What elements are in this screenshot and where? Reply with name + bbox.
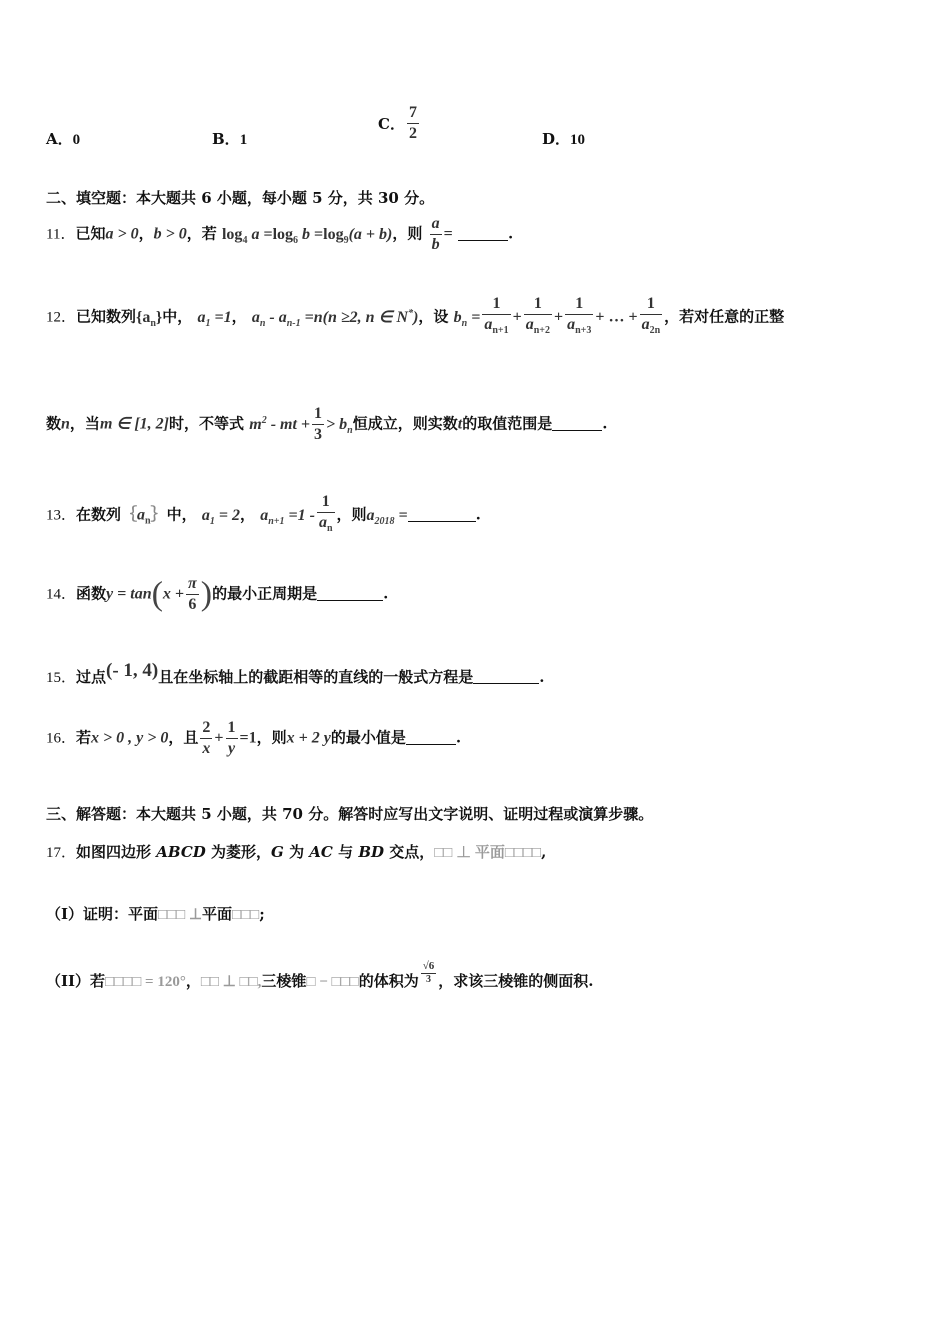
q13-f-num: 1 [317, 492, 335, 513]
q13-fraction [317, 492, 335, 539]
q16-text-4: 的最小值是 [330, 728, 406, 747]
q11-cond-a: a > 0 [105, 225, 139, 243]
q13-answer-blank[interactable] [408, 507, 476, 522]
q11-answer-blank[interactable] [458, 226, 508, 241]
q13-seq: a [137, 506, 146, 524]
q13-text-4: ，则 [336, 505, 367, 524]
q11-log6-text: log [272, 225, 294, 243]
q11-log4: $\log_4 a =\log_6$ $b =\log_9(a + b)$ [221, 225, 393, 246]
q12-end: . [602, 414, 608, 433]
q17-p1-text-2: 平面 [202, 905, 233, 923]
q16-end: . [455, 728, 462, 747]
q12-bn-eq: = [471, 308, 481, 326]
q11-eq: = [263, 225, 273, 243]
q13-target-a: a [366, 506, 375, 524]
q12-f1-num: 1 [482, 294, 510, 315]
q14-f-num: π [186, 574, 199, 595]
q16-f1-num: 2 [200, 718, 212, 739]
q17-abcd: ABCD [156, 843, 206, 861]
q12-f3-sub: n+3 [575, 325, 592, 336]
question-15 [46, 660, 545, 687]
q11-text-3: ，若 [186, 224, 217, 243]
q16-expr: x + 2 y [286, 729, 331, 747]
q12-fraction-1 [482, 294, 510, 341]
question-17 [46, 841, 546, 862]
q11-frac-den: b [431, 236, 440, 253]
q12-l2-text-1: 数 [46, 414, 62, 433]
option-c-fraction [407, 103, 419, 144]
option-a-label: A． [46, 130, 73, 148]
q12-rec-close: ) [413, 308, 419, 326]
q12-f4-sub: 2n [649, 325, 661, 336]
q12-seq-a: {a [136, 308, 151, 326]
q17-text-1: 如图四边形 [76, 843, 157, 861]
q14-fraction [186, 574, 199, 615]
q12-fraction-2 [524, 294, 552, 341]
q17-p2-text-3: 三棱锥 [261, 972, 307, 990]
q17-part-1 [46, 903, 265, 924]
q17-p2-cond-1: □□□□ = 120° [105, 974, 186, 990]
q12-ineq-gt: > b [326, 415, 348, 433]
q11-log-ab: (a + b) [348, 225, 393, 243]
q12-dots: + … + [595, 308, 638, 326]
q12-l2-text-4: 恒成立，则实数 [352, 414, 458, 433]
q14-end: . [383, 584, 389, 603]
q17-condition: □□ ⊥ 平面□□□□ [434, 845, 542, 861]
q12-rec-a-sub: n [259, 317, 266, 329]
q12-bn-b: b [453, 308, 462, 326]
q17-p2-cond-3: □ − □□□ [306, 974, 359, 990]
q17-text-6: , [541, 843, 547, 861]
question-16 [46, 718, 461, 759]
q12-recurrence [251, 307, 419, 329]
q13-target [366, 506, 408, 527]
q17-volume-fraction [421, 960, 437, 986]
q12-text-2: 中， [162, 307, 193, 326]
q12-rec-sup: * [408, 307, 414, 319]
q12-f2-den: a [525, 316, 534, 333]
q14-number: 14． [46, 586, 77, 603]
option-b-label: B． [212, 130, 240, 148]
q16-fraction-2 [226, 718, 238, 759]
q12-l2-text-3: 时，不等式 [168, 414, 244, 433]
q11-text-2: ， [138, 224, 154, 243]
q11-log9-base: 9 [343, 234, 349, 246]
q11-end: . [507, 224, 514, 243]
question-12-line-2 [46, 404, 607, 445]
q17-p1-cond-2: □□□ [232, 907, 260, 923]
q13-a1 [201, 506, 240, 527]
q13-a1-a: a [201, 506, 210, 524]
q12-text-4: ，设 [418, 307, 449, 326]
option-a-value: 0 [72, 132, 81, 148]
q16-eq: =1 [239, 729, 257, 747]
q11-frac-num: a [430, 214, 442, 235]
q12-a1-val: =1 [214, 308, 232, 326]
q12-rec-minus: - [269, 308, 275, 326]
q17-p2-cond-2: □□ ⊥ □□, [200, 974, 262, 990]
q17-p1-cond: □□□ ⊥ [158, 907, 203, 923]
q17-p2-label: （II）若 [46, 972, 106, 990]
option-c-den: 2 [408, 125, 417, 142]
q17-p2-text-5: ，求该三棱锥的侧面积. [438, 972, 594, 990]
option-d [542, 128, 585, 149]
q17-p2-text-4: 的体积为 [358, 972, 419, 990]
q14-function: y = tan [106, 585, 152, 603]
option-b-value: 1 [239, 132, 248, 148]
q12-ineq-sup: 2 [261, 414, 267, 426]
q12-f1-sub: n+1 [492, 325, 509, 336]
q12-a1-sub: 1 [205, 317, 211, 329]
q17-ac: AC [309, 843, 333, 861]
q11-log9-text: log [323, 225, 344, 243]
section2-heading: 二、填空题：本大题共 6 小题，每小题 5 分，共 30 分。 [46, 189, 435, 207]
q12-ineq-sub: n [347, 424, 353, 436]
q12-inequality [249, 416, 310, 433]
q15-text-1: 过点 [76, 668, 107, 686]
q13-end: . [475, 505, 481, 524]
q11-log-b: b [302, 225, 311, 243]
q12-bn-sub: n [461, 317, 468, 329]
q12-a1 [197, 308, 232, 329]
q12-seq-close: } [155, 308, 163, 326]
q15-number: 15． [46, 670, 77, 686]
question-14: 14．函数y = tan(x + $\frac{\pi}{6}$ )的最小正周期是 . [46, 575, 389, 613]
q12-f3-den: a [567, 316, 576, 333]
q12-f4-num: 1 [640, 294, 663, 315]
q13-f-den: a [318, 514, 327, 531]
q13-a1-sub: 1 [209, 515, 215, 527]
option-a [46, 128, 80, 149]
section3-heading: 三、解答题：本大题共 5 小题，共 70 分。解答时应写出文字说明、证明过程或演算步骤。 [46, 805, 654, 823]
q12-f2-num: 1 [524, 294, 552, 315]
q12-ineq-den: 3 [314, 426, 323, 443]
q12-l2-text-5: 的取值范围是 [462, 414, 553, 433]
q13-seq-sub: n [145, 515, 151, 527]
option-d-value: 10 [570, 132, 586, 148]
q11-text-1: 已知 [75, 224, 106, 243]
question-13: 13．在数列$\{a_n\}$中， $a_1 = 2$， $a_{n+1} =1$ - $\frac{1}{a_n}$ ，则$a_{2018}$ = . [46, 492, 481, 539]
q12-bn [453, 308, 481, 329]
q11-log4-text: log [221, 225, 243, 243]
q11-log4-base: 4 [242, 234, 248, 246]
q16-text-2: ，且 [168, 728, 199, 747]
q12-f4-den: a [641, 316, 650, 333]
q17-bd: BD [358, 843, 385, 861]
q17-g: G [271, 843, 284, 861]
q12-seq-sub: n [150, 317, 156, 329]
q14-f-den: 6 [188, 596, 197, 613]
q17-part-2 [46, 960, 594, 991]
q17-text-3: 为 [283, 843, 310, 861]
option-b [212, 128, 247, 149]
q15-answer-blank[interactable] [473, 669, 539, 684]
q17-text-4: 与 [332, 843, 359, 861]
q17-vol-den: 3 [426, 974, 432, 985]
q12-f1-den: a [484, 316, 493, 333]
q17-p2-text-2: ， [185, 972, 201, 990]
q15-text-2: 且在坐标轴上的截距相等的直线的一般式方程是 [158, 668, 474, 686]
q13-text-2: 中， [166, 505, 197, 524]
q12-rec-b-sub: n-1 [286, 317, 301, 329]
q12-rec-b: a [278, 308, 287, 326]
q16-cond: x > 0 , y > 0 [91, 729, 169, 747]
q12-text-3: ， [231, 307, 247, 326]
q12-fraction-3 [565, 294, 593, 341]
q13-f-den-sub: n [326, 523, 333, 534]
q12-text-1: 已知数列 [76, 307, 137, 326]
q11-eq2: = [443, 225, 453, 243]
q12-ineq-m: m [249, 415, 262, 433]
q12-f3-num: 1 [565, 294, 593, 315]
q13-rec-sub: n+1 [268, 515, 285, 527]
q11-log-a: a [251, 225, 260, 243]
q11-log6-base: 6 [293, 234, 299, 246]
q16-plus: + [214, 729, 224, 747]
q15-end: . [539, 668, 545, 686]
q13-eq: = [398, 506, 408, 524]
q11-cond-b: b > 0 [153, 225, 187, 243]
q16-text-1: 若 [76, 728, 92, 747]
q16-f1-den: x [202, 740, 211, 757]
q13-rec-rhs: =1 - [288, 506, 315, 524]
q12-l2-n: n [61, 415, 70, 433]
q14-answer-blank[interactable] [317, 586, 383, 601]
q14-text-2: 的最小正周期是 [212, 584, 318, 603]
q15-point: (- 1, 4) [106, 660, 159, 681]
q13-text-3: ， [240, 505, 256, 524]
q12-l2-text-2: ，当 [69, 414, 100, 433]
q13-number: 13． [46, 507, 77, 524]
q12-text-5: ，若对任意的正整 [664, 307, 785, 326]
option-c-label: C． [378, 115, 405, 133]
q16-f2-den: y [227, 740, 236, 757]
q14-text-1: 函数 [76, 584, 107, 603]
option-d-label: D． [542, 130, 571, 148]
q13-text-1: 在数列 [76, 505, 122, 524]
q12-l2-m-range: m ∈ [1, 2] [99, 415, 169, 433]
q17-text-5: 交点， [384, 843, 435, 861]
q11-number: 11． [46, 226, 76, 243]
q11-text-4: ，则 [392, 224, 423, 243]
q16-number: 16． [46, 730, 77, 747]
q17-text-2: 为菱形， [205, 843, 272, 861]
q16-answer-blank[interactable] [406, 730, 456, 745]
q17-number: 17． [46, 845, 77, 861]
q13-a1-val: = 2 [218, 506, 240, 524]
q12-l2-t: t [457, 415, 463, 433]
q13-target-sub: 2018 [374, 515, 395, 527]
q17-vol-num: √6 [422, 960, 435, 972]
q13-recurrence [260, 506, 315, 527]
q12-f2-sub: n+2 [533, 325, 550, 336]
q12-rec-rhs: =n(n ≥2, n ∈ N [304, 308, 409, 326]
q12-number: 12． [46, 309, 77, 326]
q14-arg: x + [162, 585, 185, 603]
q16-f2-num: 1 [226, 718, 238, 739]
q12-ineq-num: 1 [312, 404, 324, 425]
option-c [378, 103, 421, 144]
q16-text-3: ，则 [256, 728, 287, 747]
q12-seq [136, 308, 163, 329]
q12-answer-blank[interactable] [552, 416, 602, 431]
q16-fraction-1 [200, 718, 212, 759]
question-12: 12．已知数列$\{a_n\}$中， $a_1 =1$， $a_n - a_{n-1} =n(n \ge 2$, n ∈ N*)，设 $b_n$ = $\frac{1}{a_{n+1}}$ + $\frac{1}{a_{n+2}}$ + $\frac{1}{a_{n+3}}$ + … + $\frac{1}{a_{2n}}$ ，若对任意的正整 [46, 294, 784, 341]
q17-p1-label: （I）证明：平面 [46, 905, 159, 923]
option-c-num: 7 [407, 103, 419, 124]
question-11 [46, 214, 513, 255]
q11-fraction [430, 214, 442, 255]
q12-fraction-4 [640, 294, 663, 341]
q13-rec-a: a [260, 506, 269, 524]
q12-ineq-rest: - mt + [270, 415, 311, 433]
q12-rec-a: a [251, 308, 260, 326]
q12-a1-a: a [197, 308, 206, 326]
q12-ineq-fraction [312, 404, 324, 445]
q17-p1-end: ; [259, 905, 265, 923]
